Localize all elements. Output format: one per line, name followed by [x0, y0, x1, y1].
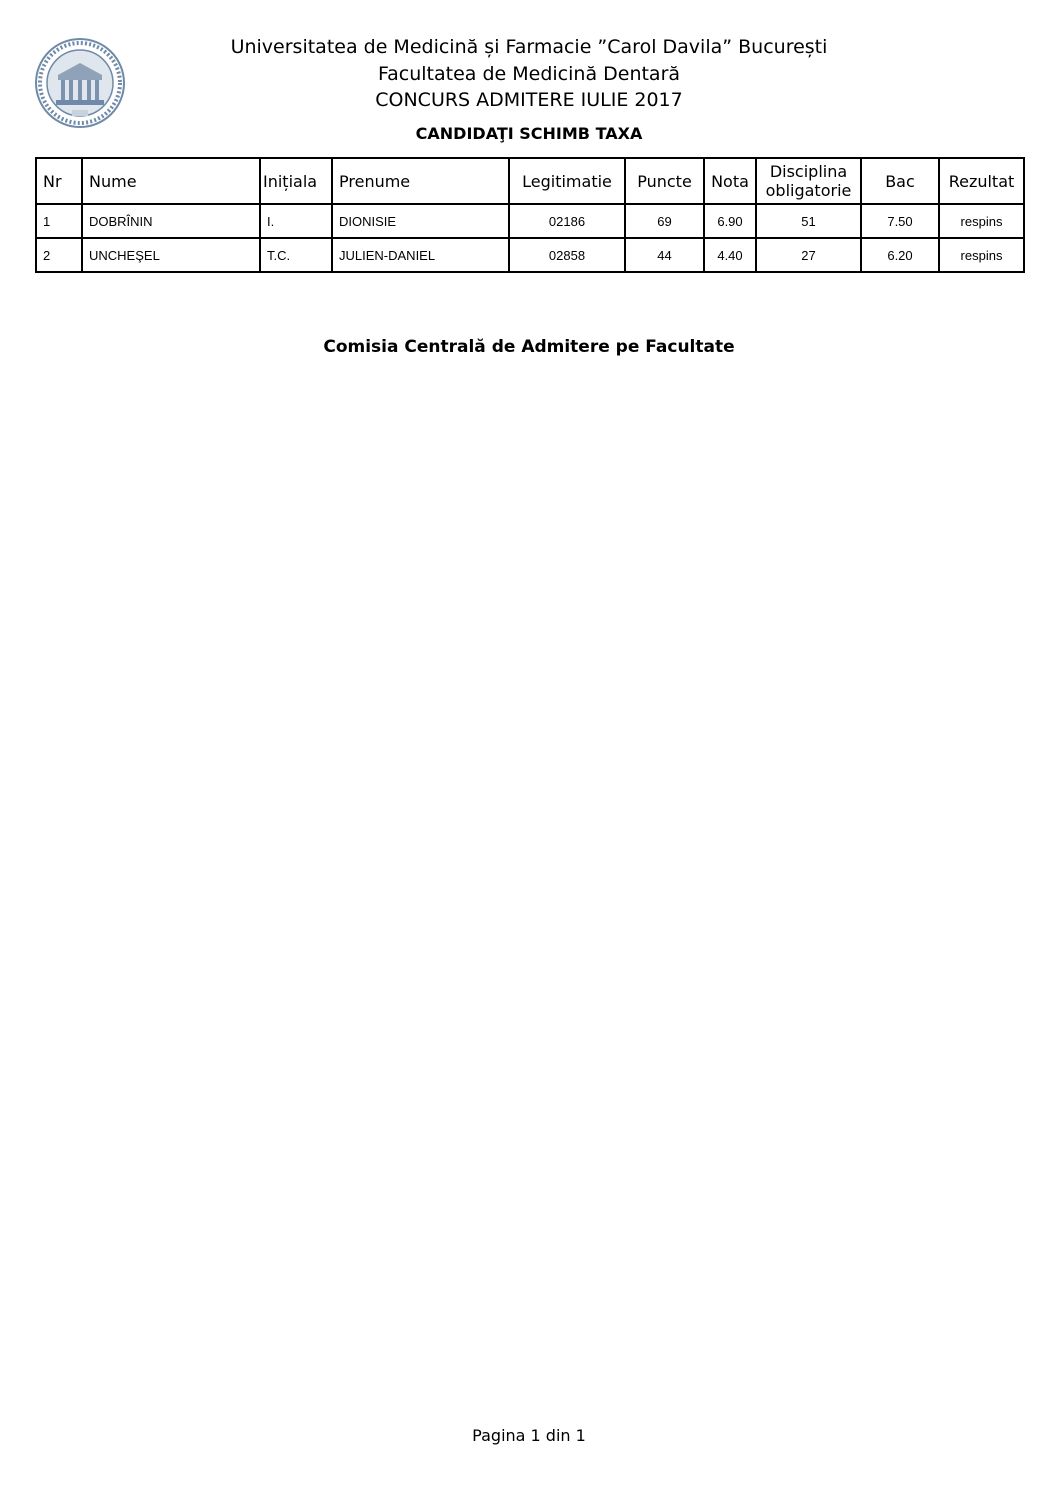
cell-bac: 7.50: [861, 204, 939, 238]
cell-nr: 1: [36, 204, 82, 238]
list-title: CANDIDAŢI SCHIMB TAXA: [415, 124, 643, 143]
table-row: [36, 238, 1024, 272]
cell-nota: 4.40: [704, 238, 756, 272]
cell-puncte: 69: [625, 204, 704, 238]
cell-nota: 6.90: [704, 204, 756, 238]
cell-bac: 6.20: [861, 238, 939, 272]
cell-rezultat: respins: [939, 204, 1024, 238]
cell-legitimatie: 02858: [509, 238, 625, 272]
exam-title: CONCURS ADMITERE IULIE 2017: [375, 89, 683, 111]
cell-nume: DOBRÎNIN: [82, 204, 260, 238]
cell-legitimatie: 02186: [509, 204, 625, 238]
university-name: Universitatea de Medicină și Farmacie ”Carol Davila” București: [230, 36, 828, 58]
column-header-bac: Bac: [861, 158, 939, 204]
page-number: Pagina 1 din 1: [472, 1426, 586, 1445]
cell-initiala: T.C.: [260, 238, 332, 272]
cell-puncte: 44: [625, 238, 704, 272]
column-header-initiala: Inițiala: [260, 158, 332, 204]
cell-nr: 2: [36, 238, 82, 272]
candidates-table: [35, 157, 1025, 273]
column-header-nota: Nota: [704, 158, 756, 204]
column-header-rezultat: Rezultat: [939, 158, 1024, 204]
commission-name: Comisia Centrală de Admitere pe Facultate: [323, 337, 735, 357]
column-header-puncte: Puncte: [625, 158, 704, 204]
cell-nume: UNCHEŞEL: [82, 238, 260, 272]
table-row: [36, 204, 1024, 238]
column-header-legitimatie: Legitimatie: [509, 158, 625, 204]
column-header-disciplina: Disciplina obligatorie: [756, 158, 861, 204]
cell-disciplina: 51: [756, 204, 861, 238]
cell-prenume: JULIEN-DANIEL: [332, 238, 509, 272]
cell-initiala: I.: [260, 204, 332, 238]
column-header-prenume: Prenume: [332, 158, 509, 204]
table-header-row: [36, 158, 1024, 204]
cell-disciplina: 27: [756, 238, 861, 272]
cell-prenume: DIONISIE: [332, 204, 509, 238]
column-header-nume: Nume: [82, 158, 260, 204]
cell-rezultat: respins: [939, 238, 1024, 272]
faculty-name: Facultatea de Medicină Dentară: [377, 63, 681, 85]
column-header-nr: Nr: [36, 158, 82, 204]
